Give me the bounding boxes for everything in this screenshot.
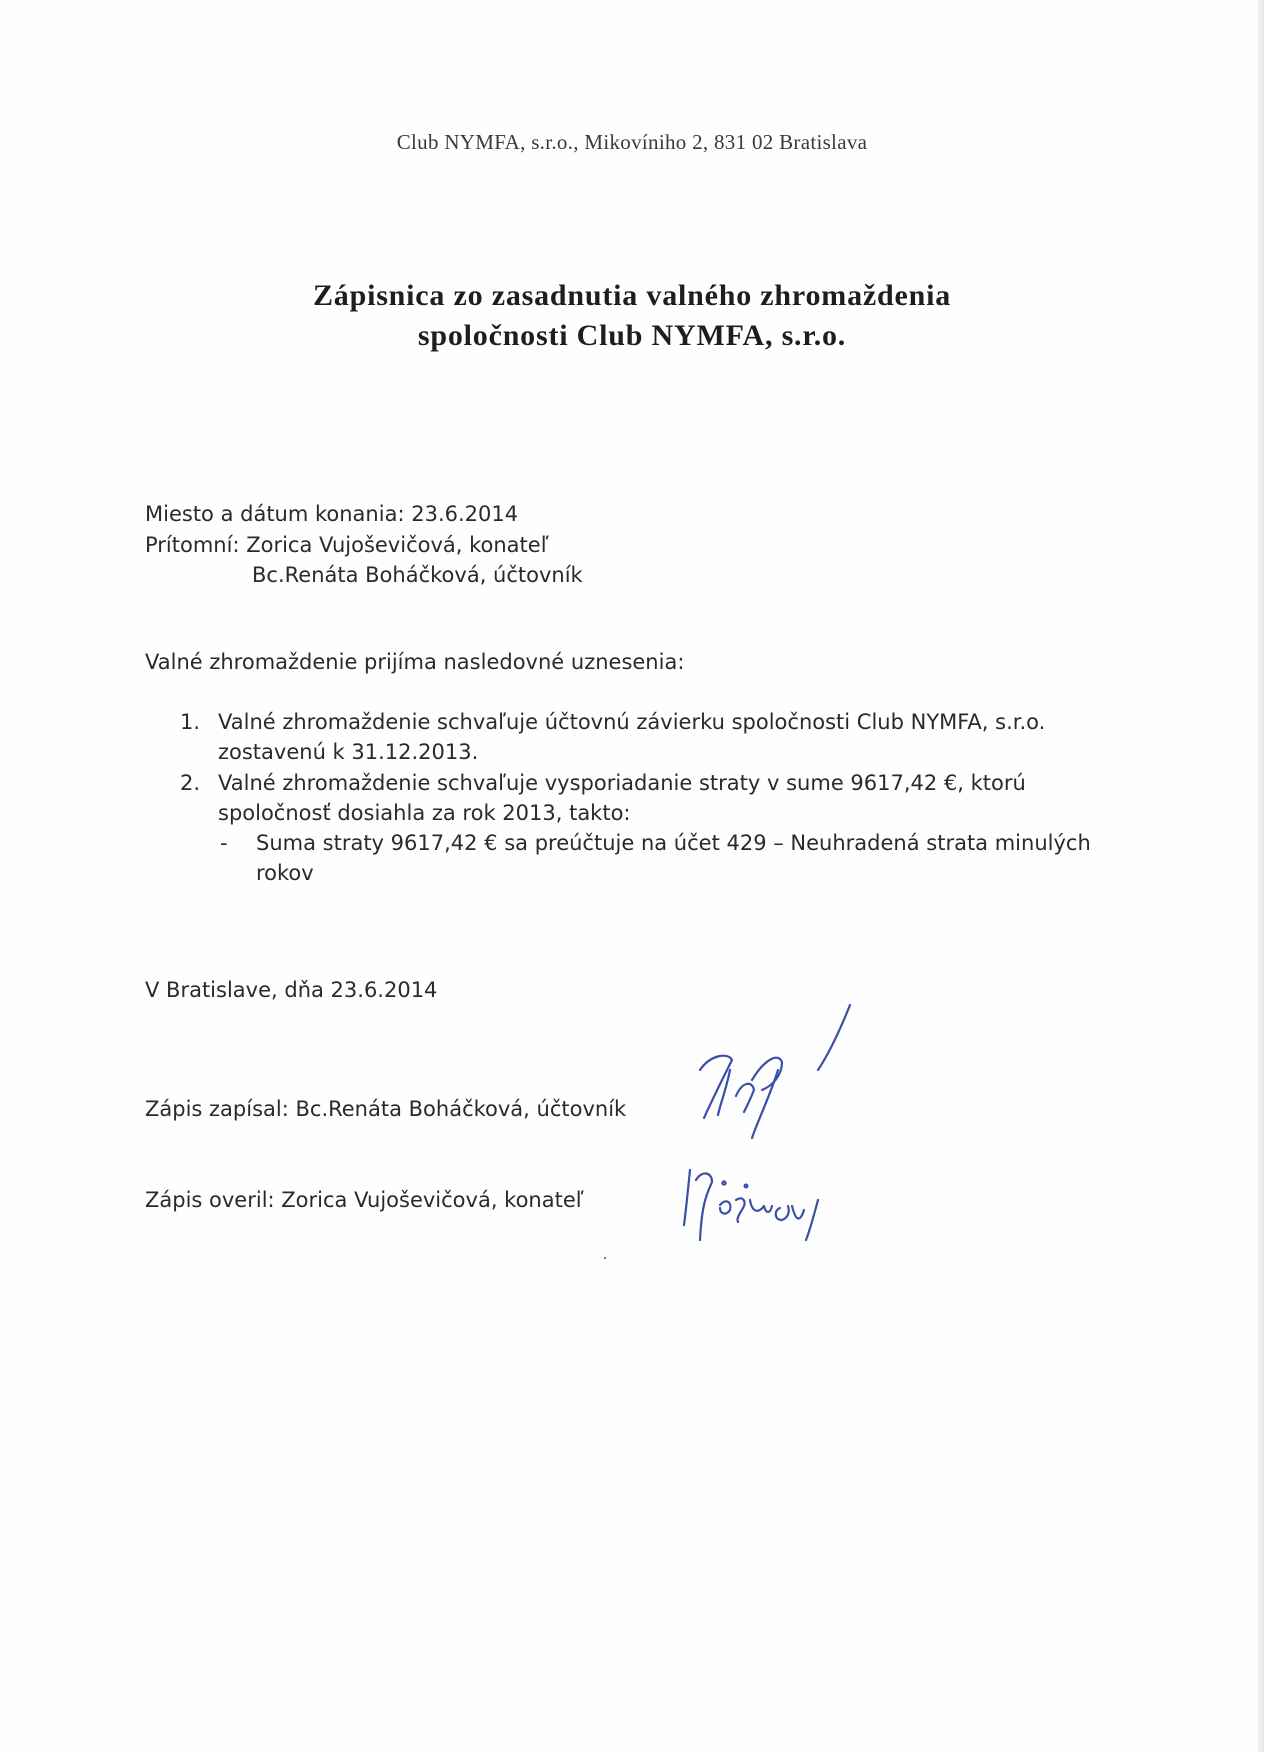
resolution-2-line-2: spoločnosť dosiahla za rok 2013, takto:	[218, 801, 631, 825]
present-label: Prítomní:	[145, 533, 240, 557]
place-date-label: Miesto a dátum konania:	[145, 502, 405, 526]
place-date-value: 23.6.2014	[411, 502, 519, 526]
resolution-2-line-1: Valné zhromaždenie schvaľuje vysporiadanie straty v sume 9617,42 €, ktorú	[218, 771, 1026, 795]
closing-place-date: V Bratislave, dňa 23.6.2014	[145, 978, 438, 1002]
resolution-2-sub-line-1: Suma straty 9617,42 € sa preúčtuje na účet 429 – Neuhradená strata minulých	[256, 831, 1091, 855]
company-header: Club NYMFA, s.r.o., Mikovíniho 2, 831 02 Bratislava	[396, 130, 868, 154]
title-line-1: Zápisnica zo zasadnutia valného zhromaždenia	[312, 279, 952, 312]
resolutions-intro: Valné zhromaždenie prijíma nasledovné uznesenia:	[145, 650, 685, 674]
resolution-1-number: 1.	[180, 710, 201, 734]
title-line-2: spoločnosti Club NYMFA, s.r.o.	[417, 319, 847, 352]
present-line	[145, 529, 549, 561]
recorded-by: Zápis zapísal: Bc.Renáta Boháčková, účtovník	[145, 1097, 627, 1121]
attendee-1: Zorica Vujoševičová, konateľ	[246, 533, 549, 557]
verified-by: Zápis overil: Zorica Vujoševičová, konateľ	[145, 1188, 584, 1212]
scan-speck	[604, 1257, 606, 1259]
resolution-1-line-1: Valné zhromaždenie schvaľuje účtovnú závierku spoločnosti Club NYMFA, s.r.o.	[218, 710, 1046, 734]
scan-edge	[1258, 0, 1264, 1752]
place-date-line	[145, 498, 518, 530]
attendee-2: Bc.Renáta Boháčková, účtovník	[252, 563, 583, 587]
resolution-2-sub-line-2: rokov	[256, 861, 314, 885]
signature-managing-director	[684, 1170, 690, 1225]
resolution-1-line-2: zostavenú k 31.12.2013.	[218, 740, 479, 764]
document-title	[0, 276, 1264, 356]
resolution-2-number: 2.	[180, 771, 201, 795]
signature-scribbles	[660, 1000, 860, 1250]
signature-accountant	[700, 1056, 732, 1118]
resolution-2-sub-bullet: -	[220, 831, 228, 855]
